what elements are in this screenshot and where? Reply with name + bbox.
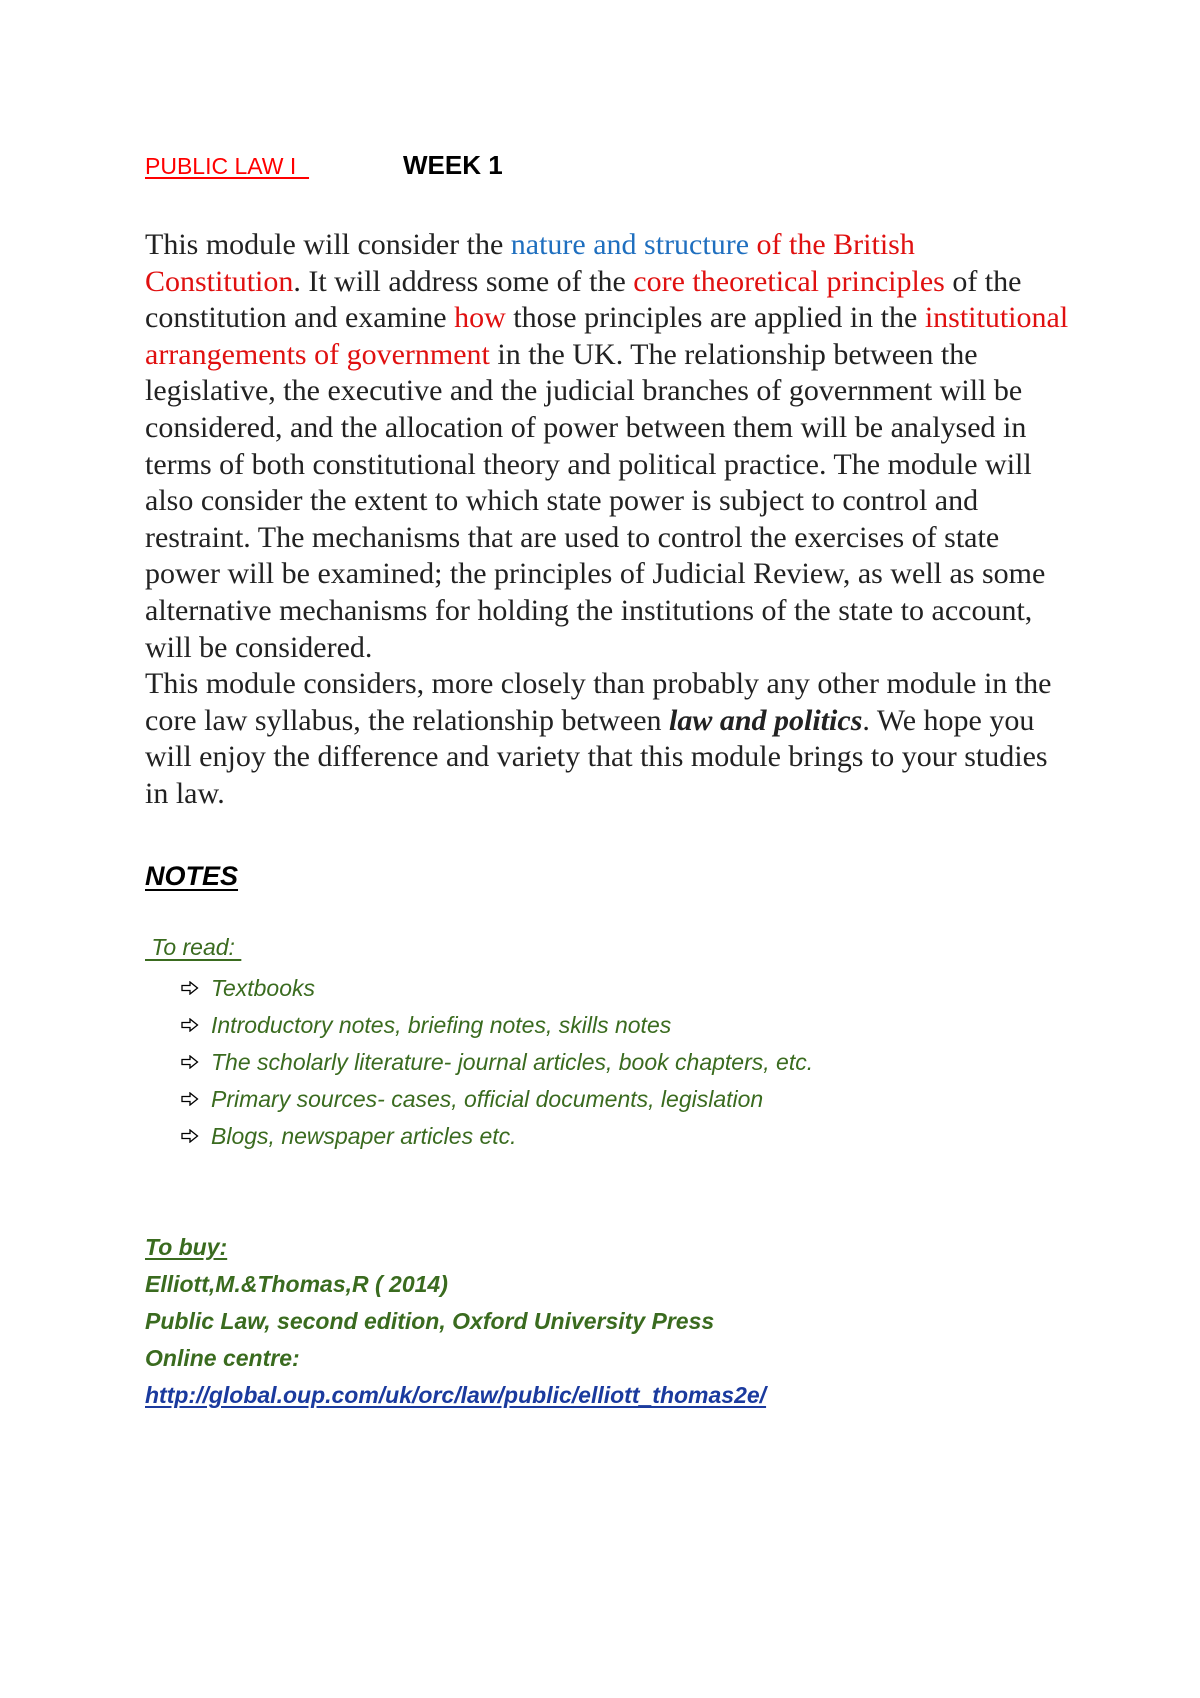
module-description [145, 227, 1075, 813]
document-page [145, 150, 1075, 1414]
week-label: WEEK 1 [403, 150, 503, 180]
list-item: Introductory notes, briefing notes, skills notes [181, 1007, 1075, 1044]
list-item: Blogs, newspaper articles etc. [181, 1118, 1075, 1155]
to-buy-heading: To buy: [145, 1233, 228, 1260]
description-paragraph-1: This module will consider the nature and structure of the British Constitution. It will address some of the core theoretical principles of the constitution and examine how those principles are applied in the institutional arrangements of government in the UK. The relationship between the legislative, the executive and the judicial branches of government will be considered, and the allocation of power between them will be analysed in terms of both constitutional theory and political practice. The module will also consider the extent to which state power is subject to control and restraint. The mechanisms that are used to control the exercises of state power will be examined; the principles of Judicial Review, as well as some alternative mechanisms for holding the institutions of the state to account, will be considered. [145, 228, 1069, 664]
list-item: Textbooks [181, 970, 1075, 1007]
to-read-list [145, 970, 1075, 1155]
highlight-institutional-arrangements: institutional arrangements of government [145, 301, 1069, 371]
right-arrow-icon [181, 1092, 211, 1106]
document-header [145, 150, 1075, 190]
book-title: Public Law, second edition, Oxford University Press [145, 1307, 715, 1334]
online-centre-label: Online centre: [145, 1344, 300, 1371]
to-buy-section [145, 1229, 1075, 1414]
highlight-british-constitution: of the British Constitution [145, 228, 915, 298]
highlight-core-principles: core theoretical principles [633, 264, 945, 298]
online-centre-link[interactable]: http://global.oup.com/uk/orc/law/public/elliott_thomas2e/ [145, 1381, 767, 1408]
right-arrow-icon [181, 981, 211, 995]
description-paragraph-2: This module considers, more closely than probably any other module in the core law syllabus, the relationship between law and politics. We hope you will enjoy the difference and variety that this module brings to your studies in law. [145, 667, 1052, 810]
book-authors: Elliott,M.&Thomas,R ( 2014) [145, 1270, 448, 1297]
list-item: The scholarly literature- journal articles, book chapters, etc. [181, 1044, 1075, 1081]
course-title: PUBLIC LAW I [145, 153, 310, 179]
highlight-nature-structure: nature and structure [510, 228, 750, 261]
notes-heading: NOTES [145, 860, 239, 891]
highlight-law-and-politics: law and politics [669, 703, 863, 737]
to-read-heading: To read: [145, 933, 242, 960]
right-arrow-icon [181, 1055, 211, 1069]
right-arrow-icon [181, 1129, 211, 1143]
right-arrow-icon [181, 1018, 211, 1032]
list-item: Primary sources- cases, official documents, legislation [181, 1081, 1075, 1118]
highlight-how: how [454, 301, 506, 335]
